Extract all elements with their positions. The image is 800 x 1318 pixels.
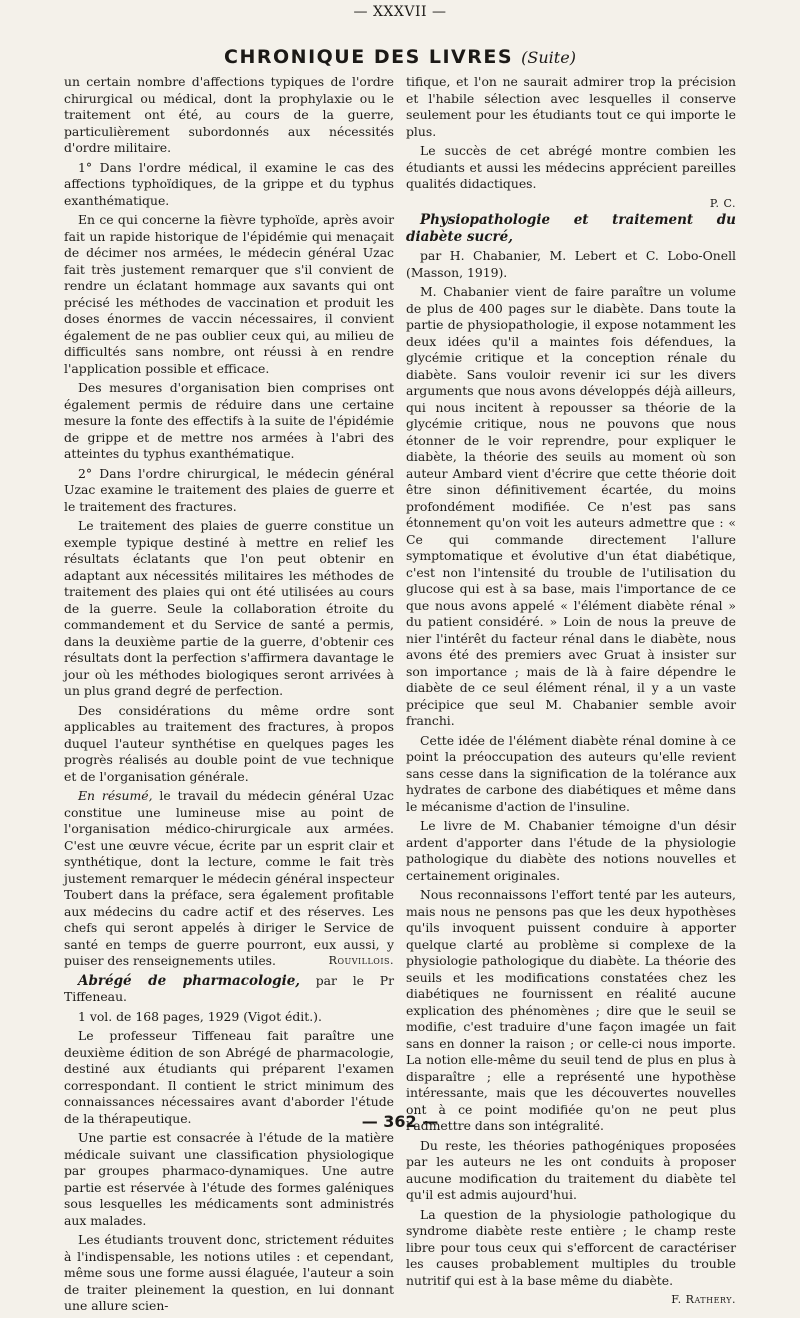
signature: F. Rathery. bbox=[671, 1293, 736, 1306]
folio: — XXXVII — bbox=[353, 4, 447, 20]
title-text: CHRONIQUE DES LIVRES bbox=[224, 46, 514, 68]
book-heading bbox=[406, 212, 736, 245]
page-number: — 362 — bbox=[361, 1112, 439, 1131]
book-title: Abrégé de pharmacologie, bbox=[78, 972, 301, 989]
paragraph: Le succès de cet abrégé montre combien les étudiants et aussi les médecins apprécient pareilles qualités didactiques. bbox=[406, 143, 736, 191]
paragraph: Le professeur Tiffeneau fait paraître une deuxième édition de son Abrégé de pharmacologie, destiné aux étudiants qui préparent l'examen correspondant. Il contient le strict minimum des connaissances nécessaires avant d'aborder l'étude de la thérapeutique. bbox=[64, 1028, 394, 1126]
paragraph: En ce qui concerne la fièvre typhoïde, après avoir fait un rapide historique de l'épidémie qui menaçait de décimer nos armées, le médecin général Uzac fait très justement remarquer que s'il convient de rendre un éclatant hommage aux savants qui ont précisé les méthodes de vaccination et produit les doses énormes de vaccin nécessaires, il convient également de ne pas oublier ceux qui, au milieu de difficultés sans nombre, ont réussi à en rendre l'application possible et efficace. bbox=[64, 212, 394, 376]
book-heading bbox=[64, 973, 394, 1006]
signature: P. C. bbox=[709, 196, 736, 210]
book-author: par H. Chabanier, M. Lebert et C. Lobo-Onell (Masson, 1919). bbox=[406, 248, 736, 280]
paragraph: 1° Dans l'ordre médical, il examine le cas des affections typhoïdiques, de la grippe et du typhus exanthématique. bbox=[64, 159, 394, 208]
paragraph: Cette idée de l'élément diabète rénal domine à ce point la préoccupation des auteurs qu'elle revient sans cesse dans la signification de la tolérance aux hydrates de carbone des diabétiques et même dans le mécanisme d'action de l'insuline. bbox=[406, 732, 736, 814]
paragraph: Le livre de M. Chabanier témoigne d'un désir ardent d'apporter dans l'étude de la physiologie pathologique du diabète des notions nouvelles et certainement originales. bbox=[406, 818, 736, 883]
paragraph: Nous reconnaissons l'effort tenté par les auteurs, mais nous ne pensons pas que les deux hypothèses qu'ils invoquent puissent conduire à apporter quelque clarté au problème si complexe de la physiologie pathologique du diabète. La théorie des seuils et les modifications constatées chez les diabétiques ne fournissent en réalité aucune explication des phénomènes ; dire que le seuil se modifie, c'est traduire d'une façon imagée un fait sans en donner la raison ; or celle-ci nous importe. La notion elle-même du seuil tend de plus en plus à disparaître ; elle a représenté une hypothèse intéressante, mais que les découvertes nouvelles ont à ce point modifiée qu'on ne peut plus l'admettre dans son intégralité. bbox=[406, 887, 736, 1133]
paragraph: La question de la physiologie pathologique du syndrome diabète reste entière ; le champ reste libre pour tous ceux qui s'efforcent de caractériser les causes probablement multiples du trouble nutritif qui est à la base même du diabète. bbox=[406, 1206, 736, 1288]
book-meta: 1 vol. de 168 pages, 1929 (Vigot édit.). bbox=[78, 1008, 322, 1024]
paragraph: 2° Dans l'ordre chirurgical, le médecin général Uzac examine le traitement des plaies de guerre et le traitement des fractures. bbox=[64, 465, 394, 514]
emphasis: En résumé, bbox=[78, 788, 153, 803]
paragraph: tifique, et l'on ne saurait admirer trop la précision et l'habile sélection avec lesquelles il conserve seulement pour les étudiants tout ce qui importe le plus. bbox=[406, 74, 736, 139]
paragraph: Les étudiants trouvent donc, strictement réduites à l'indispensable, les notions utiles : et cependant, même sous une forme aussi élaguée, l'auteur a soin de traiter pleinement la question, en lui donnant une allure scien- bbox=[64, 1232, 394, 1313]
book-title: Physiopathologie et traitement du diabète sucré, bbox=[406, 212, 736, 245]
signature: Rouvillois. bbox=[328, 954, 394, 967]
paragraph: Des mesures d'organisation bien comprises ont également permis de réduire dans une certaine mesure la fonte des effectifs à la suite de l'épidémie de grippe et de mettre nos armées à l'abri des atteintes du typhus exanthématique. bbox=[64, 380, 394, 461]
paragraph: Une partie est consacrée à l'étude de la matière médicale suivant une classification physiologique par groupes pharmaco-dynamiques. Une autre partie est réservée à l'étude des formes galéniques sous lesquelles les médicaments sont administrés aux malades. bbox=[64, 1130, 394, 1228]
paragraph: M. Chabanier vient de faire paraître un volume de plus de 400 pages sur le diabète. Dans toute la partie de physiopathologie, il expose notamment les deux idées qu'il a maintes fois défendues, la glycémie critique et la conception rénale du diabète. Sans vouloir revenir ici sur les divers arguments que nous avons développés déjà ailleurs, qui nous incitent à repousser sa théorie de la glycémie critique, nous ne pouvons que nous étonner de le voir reprendre, pour expliquer le diabète, la théorie des seuils au moment où son auteur Ambard vient d'écrire que cette théorie doit être sinon définitivement écartée, du moins profondément modifiée. Ce n'est pas sans étonnement qu'on voit les auteurs admettre que : « Ce qui commande directement l'allure symptomatique et évolutive d'un état diabétique, c'est non l'intensité du trouble de l'utilisation du glucose qui est à sa base, mais l'importance de ce que nous avons appelé « l'élément diabète rénal » du patient considéré. » Loin de nous la preuve de nier l'intérêt du facteur rénal dans le diabète, nous avons été des premiers avec Gruat à insister sur son importance ; mais de là à faire dépendre le diabète de ce seul élément rénal, il y a un vaste précipice que seul M. Chabanier semble avoir franchi. bbox=[406, 284, 736, 728]
paragraph: Le traitement des plaies de guerre constitue un exemple typique destiné à mettre en relief les résultats éclatants que l'on peut obtenir en adaptant aux nécessités militaires les méthodes de traitement des plaies qui ont été utilisées au cours de la guerre. Seule la collaboration étroite du commandement et du Service de santé a permis, dans la deuxième partie de la guerre, d'obtenir ces résultats dont la perfection s'affirmera davantage le jour où les méthodes biologiques seront arrivées à un plus grand degré de perfection. bbox=[64, 518, 394, 698]
paragraph: un certain nombre d'affections typiques de l'ordre chirurgical ou médical, dont la prophylaxie ou le traitement ont été, au cours de la guerre, particulièrement subordonnés aux nécessités d'ordre militaire. bbox=[64, 74, 394, 155]
title-suite: (Suite) bbox=[521, 48, 576, 67]
paragraph-text: le travail du médecin général Uzac constitue une lumineuse mise au point de l'organisation médico-chirurgicale aux armées. C'est une œuvre vécue, écrite par un esprit clair et synthétique, dont la lecture, comme le fait très justement remarquer le médecin général inspecteur Toubert dans la préface, sera également profitable aux médecins du cadre actif et des réserves. Les chefs qui seront appelés à diriger le Service de santé en temps de guerre pourront, eux aussi, y puiser des renseignements utiles. bbox=[64, 788, 394, 968]
paragraph bbox=[64, 788, 394, 970]
book-author: par le Pr Tiffeneau. bbox=[64, 972, 394, 1004]
paragraph: Du reste, les théories pathogéniques proposées par les auteurs ne les ont conduits à proposer aucune modification du traitement du diabète tel qu'il est admis aujourd'hui. bbox=[406, 1137, 736, 1202]
paragraph: Des considérations du même ordre sont applicables au traitement des fractures, à propos duquel l'auteur synthétise en quelques pages les progrès réalisés au double point de vue technique et de l'organisation générale. bbox=[64, 702, 394, 784]
page-title bbox=[0, 46, 800, 68]
